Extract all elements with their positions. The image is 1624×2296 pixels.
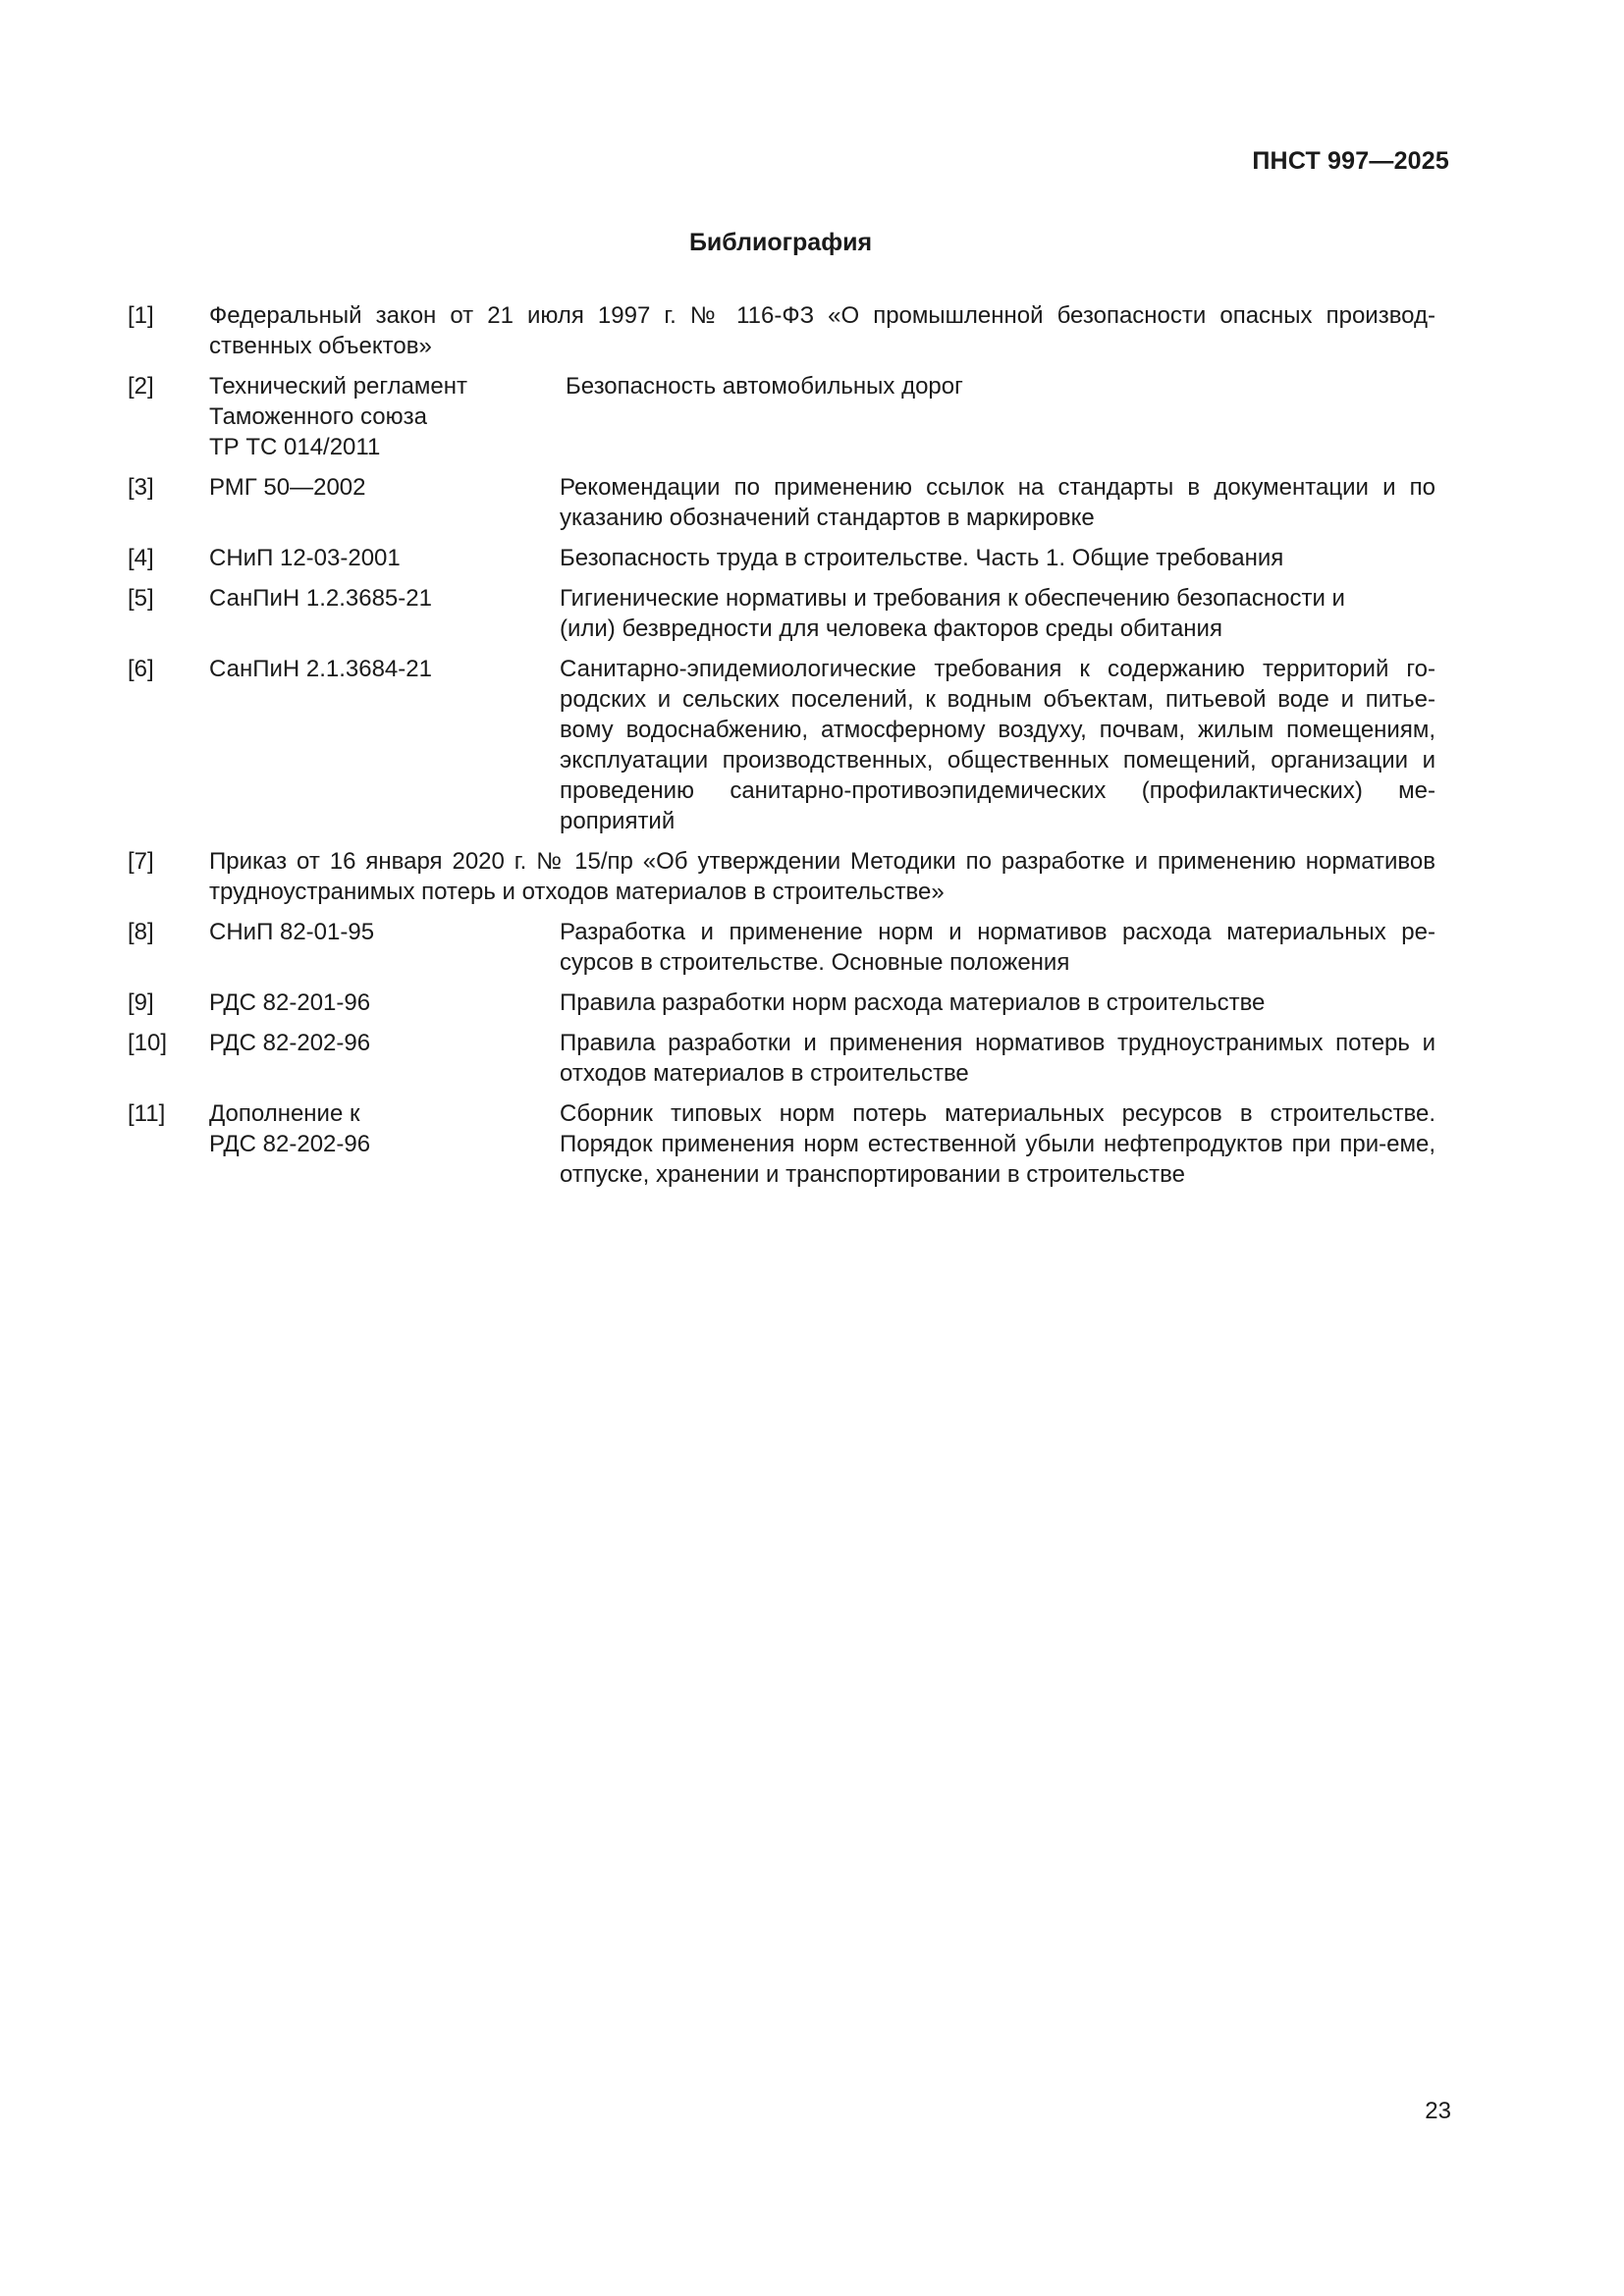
entry-description: Сборник типовых норм потерь материальных ресурсов в строительстве. Порядок применения норм естественной убыли нефтепродуктов при при-еме, отпуске, хранении и транспортировании в строительстве: [560, 1100, 1435, 1188]
entry-reference: СНиП 82-01-95: [209, 919, 375, 945]
entry-reference: РМГ 50—2002: [209, 474, 366, 501]
entry-number: [4]: [128, 545, 154, 571]
entry-reference: Технический регламент Таможенного союза ТР ТС 014/2011: [209, 373, 467, 460]
entry-reference: РДС 82-201-96: [209, 989, 371, 1016]
entry-description: Разработка и применение норм и нормативов расхода материальных ре-сурсов в строительстве. Основные положения: [560, 919, 1435, 976]
entry-reference: СанПиН 2.1.3684-21: [209, 656, 432, 682]
entry-text: Федеральный закон от 21 июля 1997 г. № 116-ФЗ «О промышленной безопасности опасных производ-ственных объектов»: [209, 302, 1435, 359]
entry-number: [9]: [128, 989, 154, 1016]
entry-number: [11]: [128, 1100, 166, 1127]
entry-number: [5]: [128, 585, 154, 612]
bibliography-entry-6: [128, 654, 1435, 836]
section-title: Библиография: [688, 229, 873, 256]
bibliography-list: [128, 300, 1435, 1200]
document-code: ПНСТ 997—2025: [1252, 147, 1449, 175]
bibliography-entry-1: [128, 300, 1435, 361]
bibliography-entry-8: [128, 917, 1435, 978]
entry-number: [2]: [128, 373, 154, 400]
entry-description: Рекомендации по применению ссылок на стандарты в документации и по указанию обозначений стандартов в маркировке: [560, 474, 1435, 531]
entry-reference: Дополнение к РДС 82-202-96: [209, 1100, 371, 1157]
entry-number: [1]: [128, 302, 154, 329]
entry-description: Санитарно-эпидемиологические требования к содержанию территорий го-родских и сельских поселений, к водным объектам, питьевой воде и питье-вому водоснабжению, атмосферному воздуху, почвам, жилым помещениям, эксплуатации производственных, общественных помещений, организации и проведению санитарно-противоэпидемических (профилактических) ме-роприятий: [560, 656, 1435, 834]
entry-number: [6]: [128, 656, 154, 682]
bibliography-entry-2: [128, 371, 1435, 462]
entry-description: Безопасность труда в строительстве. Часть 1. Общие требования: [560, 545, 1284, 571]
entry-reference: СанПиН 1.2.3685-21: [209, 585, 432, 612]
entry-description: Правила разработки норм расхода материалов в строительстве: [560, 989, 1266, 1016]
entry-number: [7]: [128, 848, 154, 875]
bibliography-entry-5: [128, 583, 1435, 644]
entry-number: [3]: [128, 474, 154, 501]
entry-text: Приказ от 16 января 2020 г. № 15/пр «Об утверждении Методики по разработке и применению нормативов трудноустранимых потерь и отходов материалов в строительстве»: [209, 848, 1435, 905]
bibliography-entry-11: [128, 1098, 1435, 1190]
bibliography-entry-4: [128, 543, 1435, 573]
entry-description: Гигиенические нормативы и требования к обеспечению безопасности и (или) безвредности для человека факторов среды обитания: [560, 585, 1345, 642]
entry-reference: РДС 82-202-96: [209, 1030, 371, 1056]
entry-description: Правила разработки и применения нормативов трудноустранимых потерь и отходов материалов в строительстве: [560, 1030, 1435, 1087]
entry-number: [10]: [128, 1030, 168, 1056]
entry-reference: СНиП 12-03-2001: [209, 545, 401, 571]
bibliography-entry-10: [128, 1028, 1435, 1089]
entry-number: [8]: [128, 919, 154, 945]
bibliography-entry-3: [128, 472, 1435, 533]
bibliography-entry-9: [128, 988, 1435, 1018]
bibliography-entry-7: [128, 846, 1435, 907]
page-number: 23: [1425, 2098, 1451, 2124]
entry-description: Безопасность автомобильных дорог: [566, 373, 963, 400]
